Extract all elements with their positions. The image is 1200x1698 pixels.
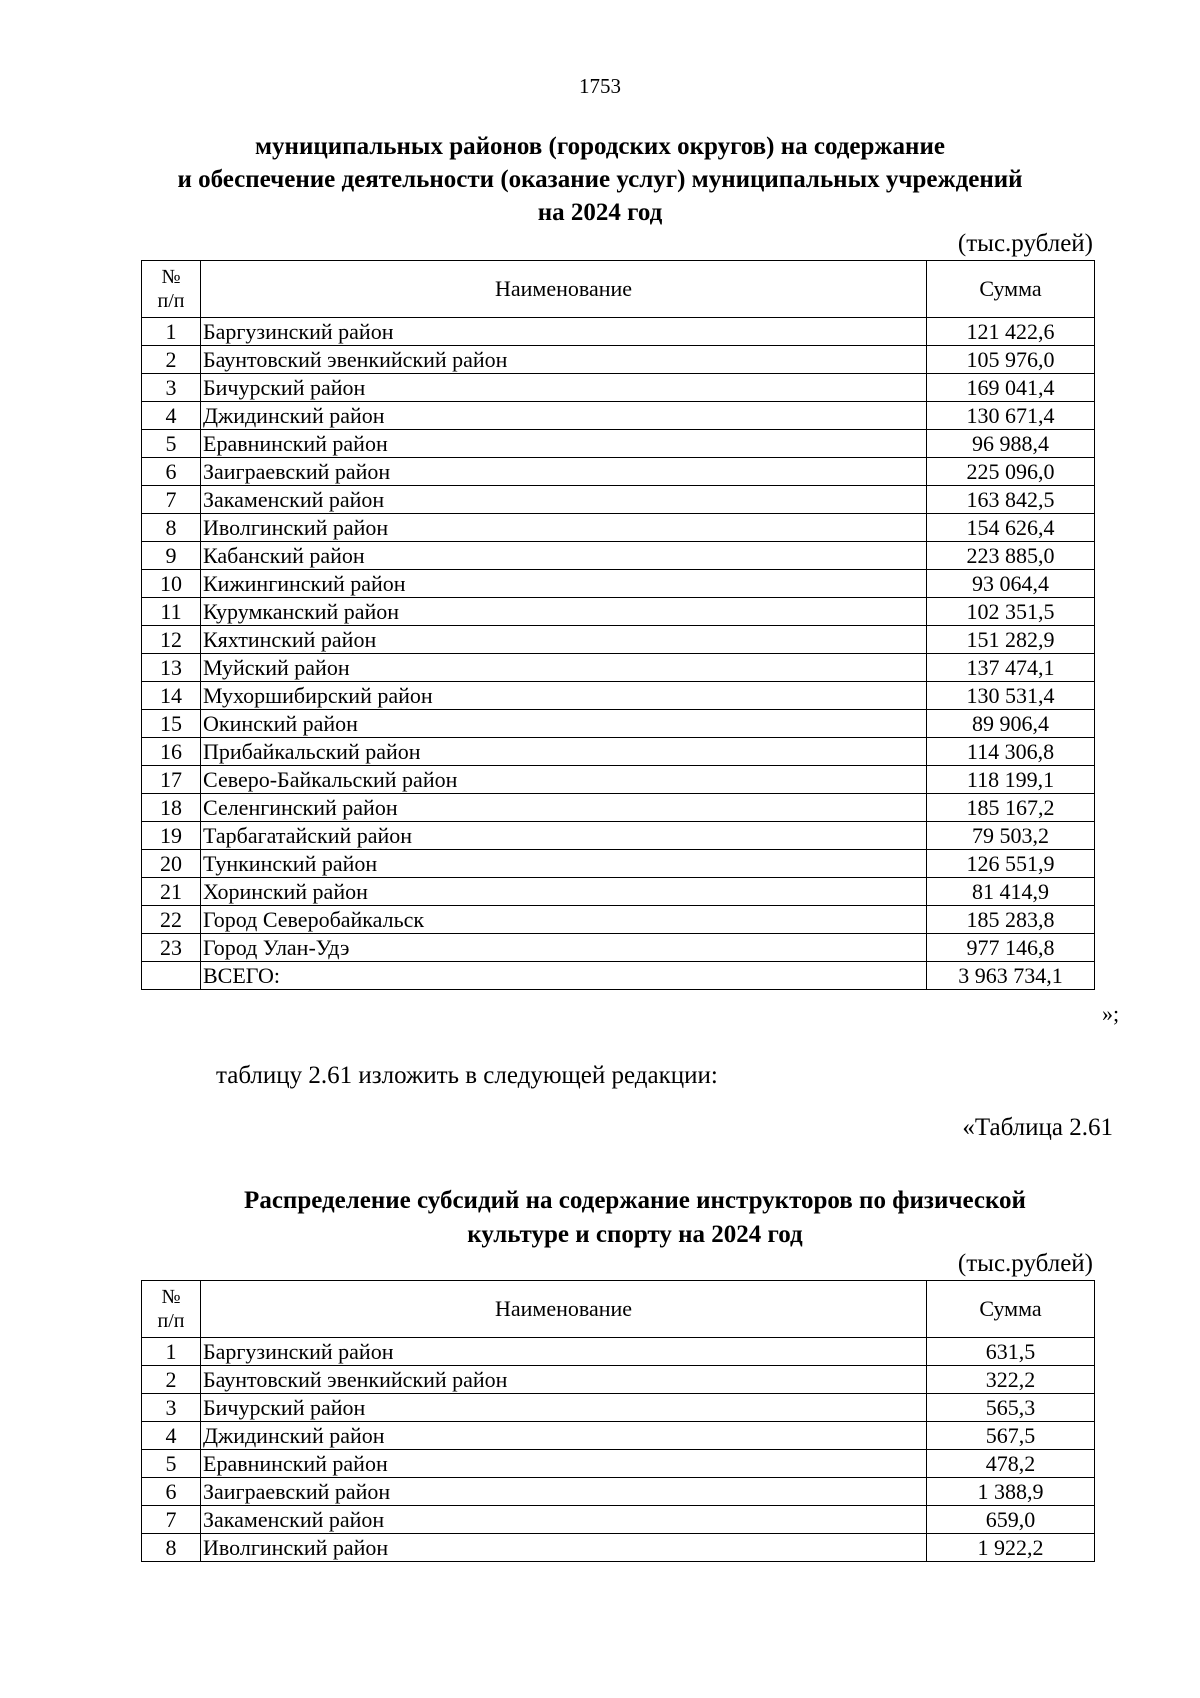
row-sum: 81 414,9 (927, 878, 1095, 906)
table-row (142, 346, 1095, 374)
row-sum: 163 842,5 (927, 486, 1095, 514)
header-num (142, 1281, 201, 1338)
row-num: 18 (142, 794, 201, 822)
row-sum: 79 503,2 (927, 822, 1095, 850)
table-row (142, 1450, 1095, 1478)
table-row (142, 1534, 1095, 1562)
row-name: Еравнинский район (201, 430, 927, 458)
table-row (142, 1366, 1095, 1394)
row-sum: 631,5 (927, 1338, 1095, 1366)
section1-title-line: муниципальных районов (городских округов) на содержание (255, 133, 945, 160)
header-name: Наименование (201, 261, 927, 318)
row-sum: 126 551,9 (927, 850, 1095, 878)
row-num: 2 (142, 346, 201, 374)
row-num: 20 (142, 850, 201, 878)
section2-table (141, 1280, 1095, 1562)
row-num: 2 (142, 1366, 201, 1394)
table-row (142, 850, 1095, 878)
row-sum: 102 351,5 (927, 598, 1095, 626)
table-row (142, 822, 1095, 850)
row-num (142, 962, 201, 990)
row-name: Селенгинский район (201, 794, 927, 822)
table-row (142, 682, 1095, 710)
row-name: Окинский район (201, 710, 927, 738)
table-row (142, 794, 1095, 822)
row-name: Иволгинский район (201, 514, 927, 542)
table-row (142, 1422, 1095, 1450)
table-row (142, 934, 1095, 962)
row-name: Джидинский район (201, 1422, 927, 1450)
row-num: 12 (142, 626, 201, 654)
row-sum: 89 906,4 (927, 710, 1095, 738)
section1-table (141, 260, 1095, 990)
row-sum: 565,3 (927, 1394, 1095, 1422)
row-num: 1 (142, 318, 201, 346)
row-sum: 114 306,8 (927, 738, 1095, 766)
row-num: 11 (142, 598, 201, 626)
row-name: Бичурский район (201, 1394, 927, 1422)
instruction-text: таблицу 2.61 изложить в следующей редакции: (216, 1062, 718, 1089)
row-name: Баргузинский район (201, 318, 927, 346)
row-sum: 130 531,4 (927, 682, 1095, 710)
row-sum: 322,2 (927, 1366, 1095, 1394)
row-name: Город Улан-Удэ (201, 934, 927, 962)
table-row (142, 878, 1095, 906)
row-sum: 118 199,1 (927, 766, 1095, 794)
header-num-line2: п/п (157, 1310, 185, 1332)
row-sum: 121 422,6 (927, 318, 1095, 346)
row-num: 8 (142, 514, 201, 542)
row-num: 21 (142, 878, 201, 906)
row-sum: 137 474,1 (927, 654, 1095, 682)
row-name: Заиграевский район (201, 1478, 927, 1506)
section1-title-line: на 2024 год (537, 199, 663, 226)
row-sum: 169 041,4 (927, 374, 1095, 402)
row-name: Иволгинский район (201, 1534, 927, 1562)
table-row (142, 738, 1095, 766)
row-name: Баунтовский эвенкийский район (201, 346, 927, 374)
row-sum: 185 283,8 (927, 906, 1095, 934)
row-sum: 225 096,0 (927, 458, 1095, 486)
row-name: Северо-Байкальский район (201, 766, 927, 794)
page-number: 1753 (579, 74, 621, 98)
row-name: Курумканский район (201, 598, 927, 626)
row-name: Хоринский район (201, 878, 927, 906)
row-name: Джидинский район (201, 402, 927, 430)
row-num: 6 (142, 1478, 201, 1506)
table-row (142, 374, 1095, 402)
section1-units: (тыс.рублей) (957, 230, 1093, 257)
row-name: Заиграевский район (201, 458, 927, 486)
row-num: 19 (142, 822, 201, 850)
table-row (142, 570, 1095, 598)
table-row (142, 710, 1095, 738)
row-name: Город Северобайкальск (201, 906, 927, 934)
row-name: Кяхтинский район (201, 626, 927, 654)
row-sum: 1 388,9 (927, 1478, 1095, 1506)
row-name: Закаменский район (201, 486, 927, 514)
table-row (142, 1478, 1095, 1506)
row-num: 23 (142, 934, 201, 962)
table-row (142, 766, 1095, 794)
row-name: Баргузинский район (201, 1338, 927, 1366)
table-row (142, 1506, 1095, 1534)
row-num: 13 (142, 654, 201, 682)
table-header-row (142, 1281, 1095, 1338)
table-row (142, 430, 1095, 458)
section1-title (100, 130, 1100, 229)
row-name: Бичурский район (201, 374, 927, 402)
row-sum: 130 671,4 (927, 402, 1095, 430)
row-sum: 223 885,0 (927, 542, 1095, 570)
row-num: 7 (142, 486, 201, 514)
row-num: 4 (142, 1422, 201, 1450)
row-name: Прибайкальский район (201, 738, 927, 766)
table-row (142, 1394, 1095, 1422)
header-num-line1: № (161, 1286, 181, 1308)
header-sum: Сумма (927, 261, 1095, 318)
row-num: 10 (142, 570, 201, 598)
row-sum: 151 282,9 (927, 626, 1095, 654)
section2-title (100, 1184, 1170, 1252)
row-sum: 567,5 (927, 1422, 1095, 1450)
section2-title-line: культуре и спорту на 2024 год (467, 1221, 803, 1248)
closing-quote: »; (1102, 1001, 1120, 1026)
table-row (142, 654, 1095, 682)
row-num: 1 (142, 1338, 201, 1366)
header-name: Наименование (201, 1281, 927, 1338)
row-name: Баунтовский эвенкийский район (201, 1366, 927, 1394)
row-num: 3 (142, 374, 201, 402)
header-num-line2: п/п (157, 290, 185, 312)
section1-title-line: и обеспечение деятельности (оказание услуг) муниципальных учреждений (177, 166, 1023, 193)
row-num: 8 (142, 1534, 201, 1562)
row-num: 7 (142, 1506, 201, 1534)
table-row (142, 486, 1095, 514)
row-sum: 96 988,4 (927, 430, 1095, 458)
row-name: Тункинский район (201, 850, 927, 878)
table-row (142, 458, 1095, 486)
header-num-line1: № (161, 266, 181, 288)
table-row (142, 1338, 1095, 1366)
row-sum: 977 146,8 (927, 934, 1095, 962)
row-num: 5 (142, 1450, 201, 1478)
row-num: 5 (142, 430, 201, 458)
row-num: 14 (142, 682, 201, 710)
table-row (142, 598, 1095, 626)
table-row (142, 514, 1095, 542)
row-name: Кабанский район (201, 542, 927, 570)
row-num: 4 (142, 402, 201, 430)
row-num: 15 (142, 710, 201, 738)
row-name: Мухоршибирский район (201, 682, 927, 710)
table-label: «Таблица 2.61 (962, 1114, 1113, 1141)
row-num: 17 (142, 766, 201, 794)
table-row (142, 626, 1095, 654)
row-num: 16 (142, 738, 201, 766)
row-name: Кижингинский район (201, 570, 927, 598)
row-sum: 154 626,4 (927, 514, 1095, 542)
row-sum: 105 976,0 (927, 346, 1095, 374)
row-name: Еравнинский район (201, 1450, 927, 1478)
row-sum: 185 167,2 (927, 794, 1095, 822)
row-name: ВСЕГО: (201, 962, 927, 990)
row-name: Тарбагатайский район (201, 822, 927, 850)
table-row (142, 402, 1095, 430)
row-num: 9 (142, 542, 201, 570)
row-name: Муйский район (201, 654, 927, 682)
total-row (142, 962, 1095, 990)
row-sum: 3 963 734,1 (927, 962, 1095, 990)
header-num (142, 261, 201, 318)
row-sum: 1 922,2 (927, 1534, 1095, 1562)
section2-title-line: Распределение субсидий на содержание инструкторов по физической (244, 1187, 1026, 1214)
row-name: Закаменский район (201, 1506, 927, 1534)
row-num: 6 (142, 458, 201, 486)
table-row (142, 542, 1095, 570)
table-header-row (142, 261, 1095, 318)
row-sum: 93 064,4 (927, 570, 1095, 598)
row-sum: 478,2 (927, 1450, 1095, 1478)
section2-units: (тыс.рублей) (957, 1250, 1093, 1277)
header-sum: Сумма (927, 1281, 1095, 1338)
table-row (142, 906, 1095, 934)
row-num: 22 (142, 906, 201, 934)
row-num: 3 (142, 1394, 201, 1422)
row-sum: 659,0 (927, 1506, 1095, 1534)
table-row (142, 318, 1095, 346)
